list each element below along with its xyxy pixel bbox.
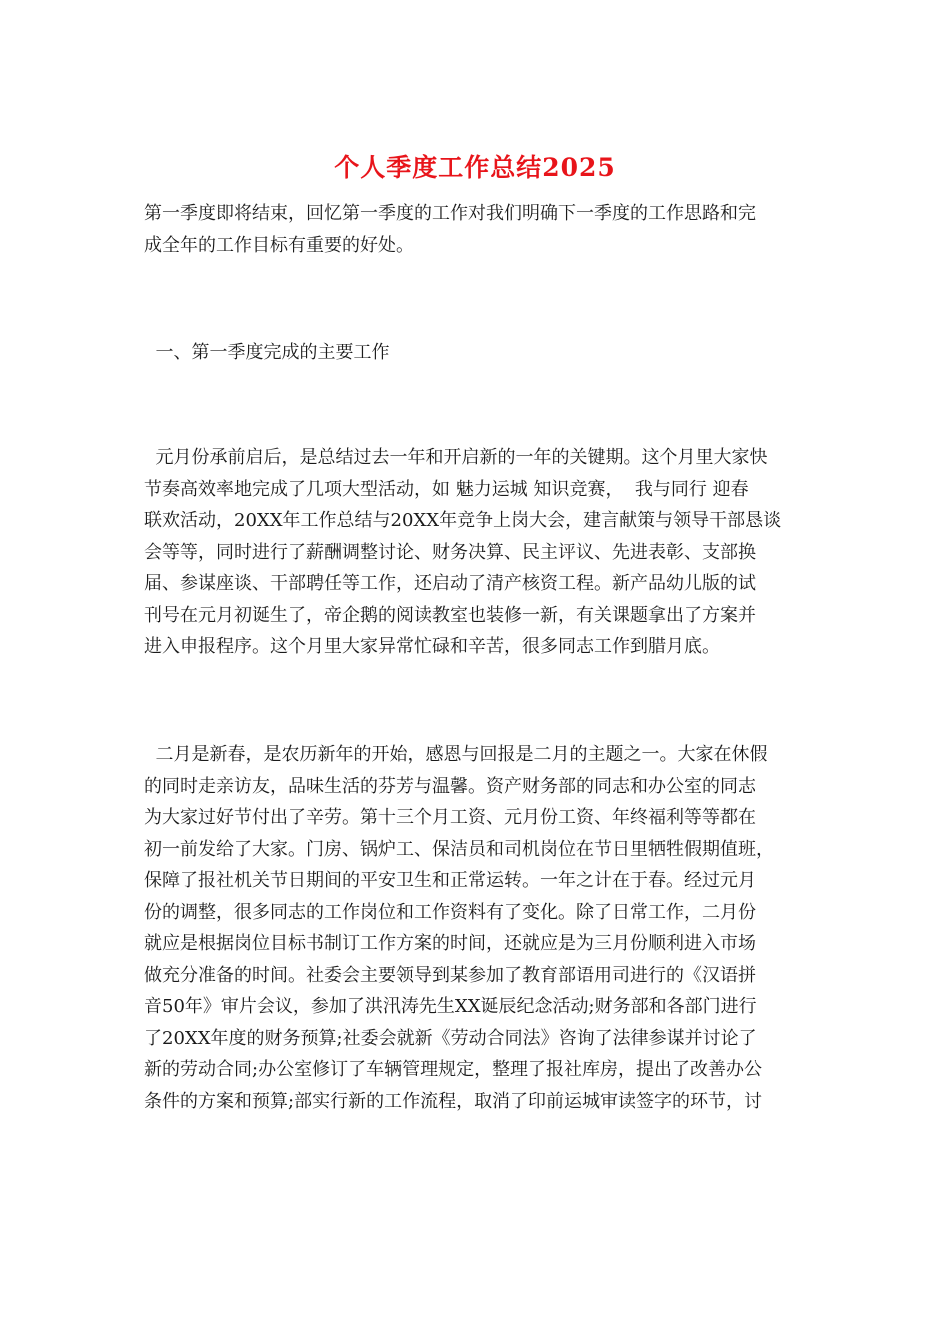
section-heading-text: 一、第一季度完成的主要工作 [144,342,390,363]
section-heading [144,337,810,369]
january-line: 联欢活动，20XX年工作总结与20XX年竞争上岗大会，建言献策与领导干部恳谈 [144,510,782,531]
february-line: 新的劳动合同;办公室修订了车辆管理规定，整理了报社库房，提出了改善办公 [144,1059,763,1080]
intro-line: 成全年的工作目标有重要的好处。 [144,234,414,256]
february-line: 二月是新春，是农历新年的开始，感恩与回报是二月的主题之一。大家在休假 [144,744,768,765]
february-line: 就应是根据岗位目标书制订工作方案的时间，还就应是为三月份顺利进入市场 [144,933,756,954]
intro-line: 第一季度即将结束，回忆第一季度的工作对我们明确下一季度的工作思路和完 [144,203,756,224]
february-line: 做充分准备的时间。社委会主要领导到某参加了教育部语用司进行的《汉语拼 [144,964,756,986]
february-paragraph [144,739,810,1117]
february-line: 条件的方案和预算;部实行新的工作流程，取消了印前运城审读签字的环节，讨 [144,1090,763,1112]
january-line: 元月份承前启后，是总结过去一年和开启新的一年的关键期。这个月里大家快 [144,447,768,468]
february-line: 初一前发给了大家。门房、锅炉工、保洁员和司机岗位在节日里牺牲假期值班， [144,838,774,860]
february-line: 的同时走亲访友，品味生活的芬芳与温馨。资产财务部的同志和办公室的同志 [144,775,756,797]
january-line: 届、参谋座谈、干部聘任等工作，还启动了清产核资工程。新产品幼儿版的试 [144,573,756,594]
january-line: 进入申报程序。这个月里大家异常忙碌和辛苦，很多同志工作到腊月底。 [144,636,720,657]
document-title: 个人季度工作总结2025 [334,153,616,182]
february-line: 了20XX年度的财务预算;社委会就新《劳动合同法》咨询了法律参谋并讨论了 [144,1027,757,1049]
february-line: 保障了报社机关节日期间的平安卫生和正常运转。一年之计在于春。经过元月 [144,870,756,891]
february-line: 份的调整，很多同志的工作岗位和工作资料有了变化。除了日常工作，二月份 [144,901,756,923]
january-line: 刊号在元月初诞生了，帝企鹅的阅读教室也装修一新，有关课题拿出了方案并 [144,604,756,626]
february-line: 为大家过好节付出了辛劳。第十三个月工资、元月份工资、年终福利等等都在 [144,807,756,828]
intro-paragraph [144,198,810,261]
january-paragraph [144,442,810,663]
february-line: 音50年》审片会议，参加了洪汛涛先生XX诞辰纪念活动;财务部和各部门进行 [144,996,757,1017]
january-line: 节奏高效率地完成了几项大型活动，如 魅力运城 知识竞赛， 我与同行 迎春 [144,478,749,500]
january-line: 会等等，同时进行了薪酬调整讨论、财务决算、民主评议、先进表彰、支部换 [144,541,756,563]
